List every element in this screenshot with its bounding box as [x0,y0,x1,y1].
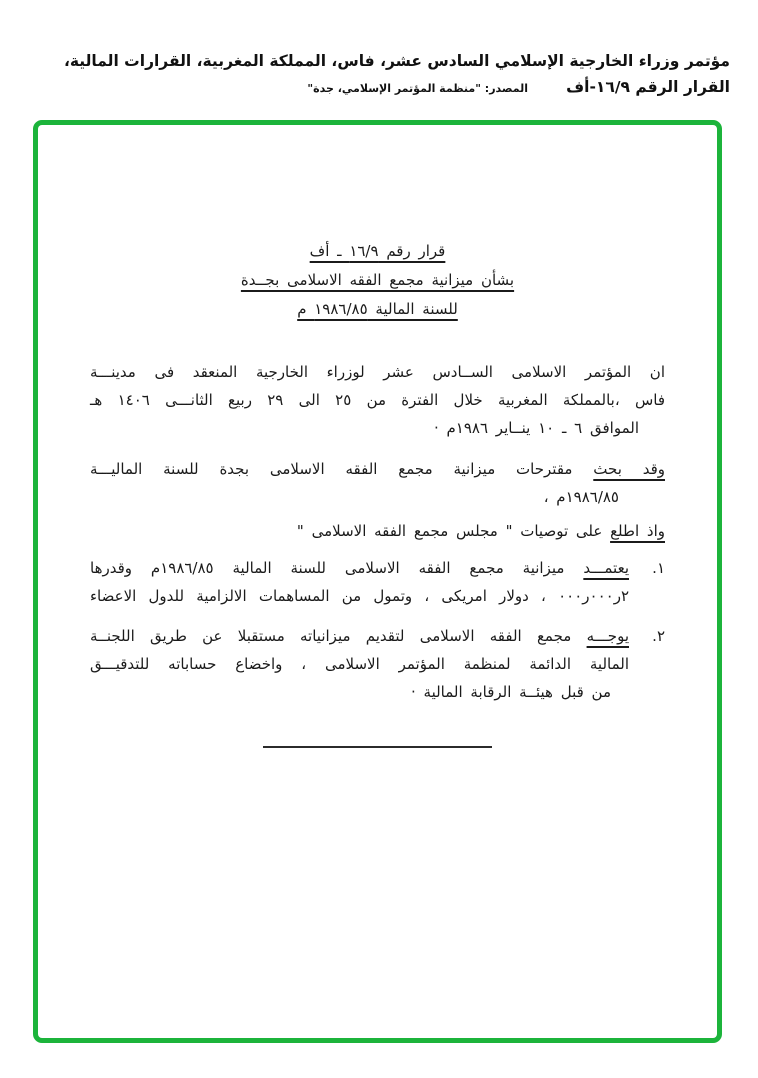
document-body [38,237,717,748]
source-line: المصدر: "منظمة المؤتمر الإسلامي، جدة" [307,82,528,95]
resolution-item-2 [90,622,665,706]
document-frame [33,120,722,1043]
considered-keyword: وقد بحث [593,460,665,478]
noted-keyword: واذ اطلع [610,522,665,540]
preamble-line-2: فاس ،بالمملكة المغربية خلال الفترة من ٢٥ الى ٢٩ ربيع الثانـــى ١٤٠٦ هـ [90,391,665,409]
resolution-number-line: قرار رقم ١٦/٩ ـ أف [309,242,446,260]
resolution-subject-line: بشأن ميزانية مجمع الفقه الاسلامى بجــدة [240,271,515,289]
item-1-rest: ميزانية مجمع الفقه الاسلامى للسنة المالية ١٩٨٦/٨٥م وقدرها [90,559,584,577]
preamble-paragraph [90,358,665,442]
item-2-line-2: المالية الدائمة لمنظمة المؤتمر الاسلامى ، واخضاع حساباته للتدقيـــق [90,655,629,673]
item-2-text [90,622,629,706]
header-title: مؤتمر وزراء الخارجية الإسلامي السادس عشر، فاس، المملكة المغربية، القرارات المالية، القرار الرقم ١٦/٩-أف [64,52,730,96]
signature-divider-line [263,746,492,748]
noted-paragraph [90,517,665,545]
resolution-fiscal-year-line: للسنة المالية ١٩٨٦/٨٥ م [297,300,458,318]
considered-line-1 [90,455,665,483]
resolution-title [90,237,665,324]
preamble-line-1: ان المؤتمر الاسلامى الســادس عشر لوزراء الخارجية المنعقد فى مدينـــة [90,363,665,381]
item-2-line-3: من قبل هيئــة الرقابة المالية · [410,683,611,701]
item-2-keyword: يوجـــه [586,627,629,645]
noted-text: على توصيات " مجلس مجمع الفقه الاسلامى " [296,522,611,540]
resolution-item-1 [90,554,665,610]
item-1-line-1 [90,554,629,582]
item-2-number: ٢. [652,627,665,645]
preamble-line-3: الموافق ٦ ـ ١٠ ينــاير ١٩٨٦م · [433,419,639,437]
item-1-line-2: ٢ر٠٠٠ر٠٠٠ ، دولار امريكى ، وتمول من المساهمات الالزامية للدول الاعضاء [90,587,629,605]
considered-text: مقترحات ميزانية مجمع الفقه الاسلامى بجدة للسنة الماليـــة [90,460,594,478]
item-1-keyword: يعتمـــد [583,559,629,577]
item-1-text [90,554,629,610]
item-2-line-1 [90,622,629,650]
item-2-rest: مجمع الفقه الاسلامى لتقديم ميزانياته مستقبلا عن طريق اللجنــة [90,627,587,645]
considered-paragraph [90,455,665,511]
item-1-number: ١. [652,559,665,577]
noted-line [90,517,665,545]
considered-line-2: ١٩٨٦/٨٥م ، [543,488,619,506]
